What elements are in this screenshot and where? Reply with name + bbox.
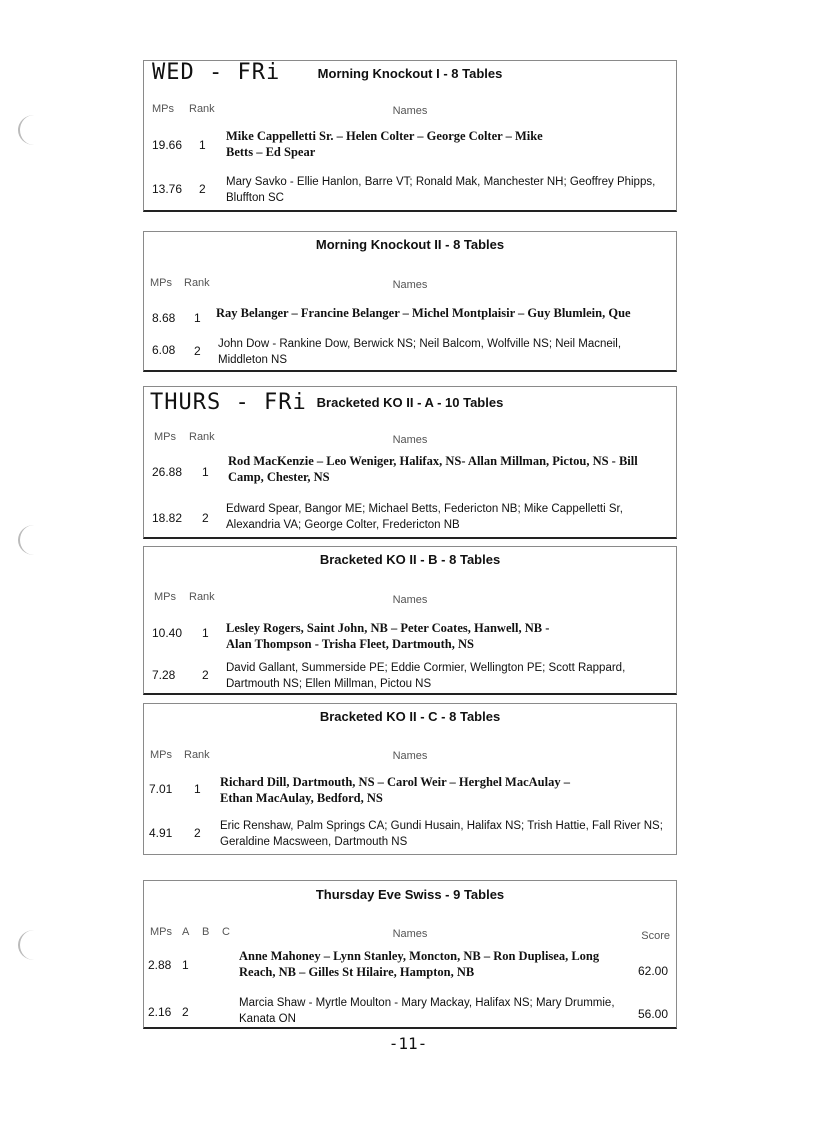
row-rank: 2	[199, 182, 206, 196]
section-bracketed-ko-c	[143, 703, 677, 855]
header-names: Names	[392, 928, 428, 940]
header-mps: MPs	[154, 431, 176, 443]
section-title: Thursday Eve Swiss - 9 Tables	[315, 887, 505, 902]
header-names: Names	[392, 750, 428, 762]
row-mps: 7.01	[149, 782, 173, 796]
header-mps: MPs	[150, 277, 172, 289]
header-rank: Rank	[189, 431, 215, 443]
row-rank: 1	[194, 782, 201, 796]
row-names: Ray Belanger – Francine Belanger – Michel Montplaisir – Guy Blumlein, Que	[216, 306, 631, 320]
section-bracketed-ko-b	[143, 546, 677, 695]
row-names: Marcia Shaw - Myrtle Moulton - Mary Mackay, Halifax NS; Mary Drummie, Kanata ON	[239, 997, 615, 1025]
section-title: Bracketed KO II - C - 8 Tables	[319, 709, 501, 724]
section-title: Morning Knockout I - 8 Tables	[317, 66, 503, 81]
row-mps: 2.16	[148, 1005, 172, 1019]
row-mps: 6.08	[152, 343, 176, 357]
row-mps: 19.66	[152, 138, 183, 152]
row-names: Richard Dill, Dartmouth, NS – Carol Weir – Herghel MacAulay – Ethan MacAulay, Bedford, NS	[220, 775, 570, 805]
header-rank: Rank	[184, 749, 210, 761]
row-names: John Dow - Rankine Dow, Berwick NS; Neil Balcom, Wolfville NS; Neil Macneil, Middleton NS	[218, 338, 622, 366]
header-score: Score	[641, 930, 670, 942]
section-thursday-eve-swiss	[143, 880, 677, 1029]
row-names: Mary Savko - Ellie Hanlon, Barre VT; Ronald Mak, Manchester NH; Geoffrey Phipps, Bluffton SC	[226, 176, 656, 204]
row-mps: 7.28	[152, 668, 176, 682]
row-score: 56.00	[637, 1007, 668, 1021]
header-b: B	[202, 926, 210, 938]
handwritten-note-thurs-fri: THURS - FRi	[150, 390, 307, 415]
row-mps: 26.88	[152, 465, 183, 479]
handwritten-note-wed-fri: WED - FRi	[152, 60, 281, 85]
header-mps: MPs	[150, 926, 172, 938]
row-rank: 1	[199, 138, 206, 152]
header-names: Names	[392, 434, 428, 446]
header-rank: Rank	[189, 103, 215, 115]
row-score: 62.00	[637, 964, 668, 978]
header-c: C	[222, 926, 230, 938]
section-title: Bracketed KO II - A - 10 Tables	[316, 395, 504, 410]
row-mps: 2.88	[148, 958, 172, 972]
row-rank: 2	[194, 826, 201, 840]
row-rank: 2	[182, 1005, 189, 1019]
row-names: Rod MacKenzie – Leo Weniger, Halifax, NS- Allan Millman, Pictou, NS - Bill Camp, Chester, NS	[228, 454, 638, 484]
row-rank: 1	[202, 465, 209, 479]
header-mps: MPs	[154, 591, 176, 603]
header-rank: Rank	[189, 591, 215, 603]
row-names: Lesley Rogers, Saint John, NB – Peter Coates, Hanwell, NB - Alan Thompson - Trisha Fleet, Dartmouth, NS	[226, 621, 550, 651]
row-mps: 10.40	[152, 626, 183, 640]
binder-hole-bottom	[18, 930, 50, 960]
row-names: David Gallant, Summerside PE; Eddie Cormier, Wellington PE; Scott Rappard, Dartmouth NS; Ellen Millman, Pictou NS	[226, 662, 626, 690]
row-rank: 1	[182, 958, 189, 972]
row-mps: 4.91	[149, 826, 173, 840]
row-rank: 2	[194, 344, 201, 358]
header-mps: MPs	[150, 749, 172, 761]
row-rank: 2	[202, 511, 209, 525]
page-number: -11-	[388, 1034, 428, 1053]
row-mps: 18.82	[152, 511, 183, 525]
section-title: Bracketed KO II - B - 8 Tables	[319, 552, 501, 567]
binder-hole-middle	[18, 525, 50, 555]
header-a: A	[182, 926, 190, 938]
row-rank: 2	[202, 668, 209, 682]
header-names: Names	[392, 594, 428, 606]
row-mps: 13.76	[152, 182, 183, 196]
row-names: Edward Spear, Bangor ME; Michael Betts, Federicton NB; Mike Cappelletti Sr, Alexandria VA; George Colter, Fredericton NB	[226, 503, 623, 531]
section-morning-knockout-2	[143, 231, 677, 372]
row-names: Mike Cappelletti Sr. – Helen Colter – George Colter – Mike Betts – Ed Spear	[226, 129, 543, 159]
row-names: Anne Mahoney – Lynn Stanley, Moncton, NB – Ron Duplisea, Long Reach, NB – Gilles St Hilaire, Hampton, NB	[239, 949, 600, 979]
section-title: Morning Knockout II - 8 Tables	[315, 237, 505, 252]
row-rank: 1	[194, 311, 201, 325]
row-names: Eric Renshaw, Palm Springs CA; Gundi Husain, Halifax NS; Trish Hattie, Fall River NS; Geraldine Macsween, Dartmouth NS	[220, 820, 663, 848]
header-rank: Rank	[184, 277, 210, 289]
header-names: Names	[392, 105, 428, 117]
row-mps: 8.68	[152, 311, 176, 325]
row-rank: 1	[202, 626, 209, 640]
header-names: Names	[392, 279, 428, 291]
binder-hole-top	[18, 115, 50, 145]
header-mps: MPs	[152, 103, 174, 115]
